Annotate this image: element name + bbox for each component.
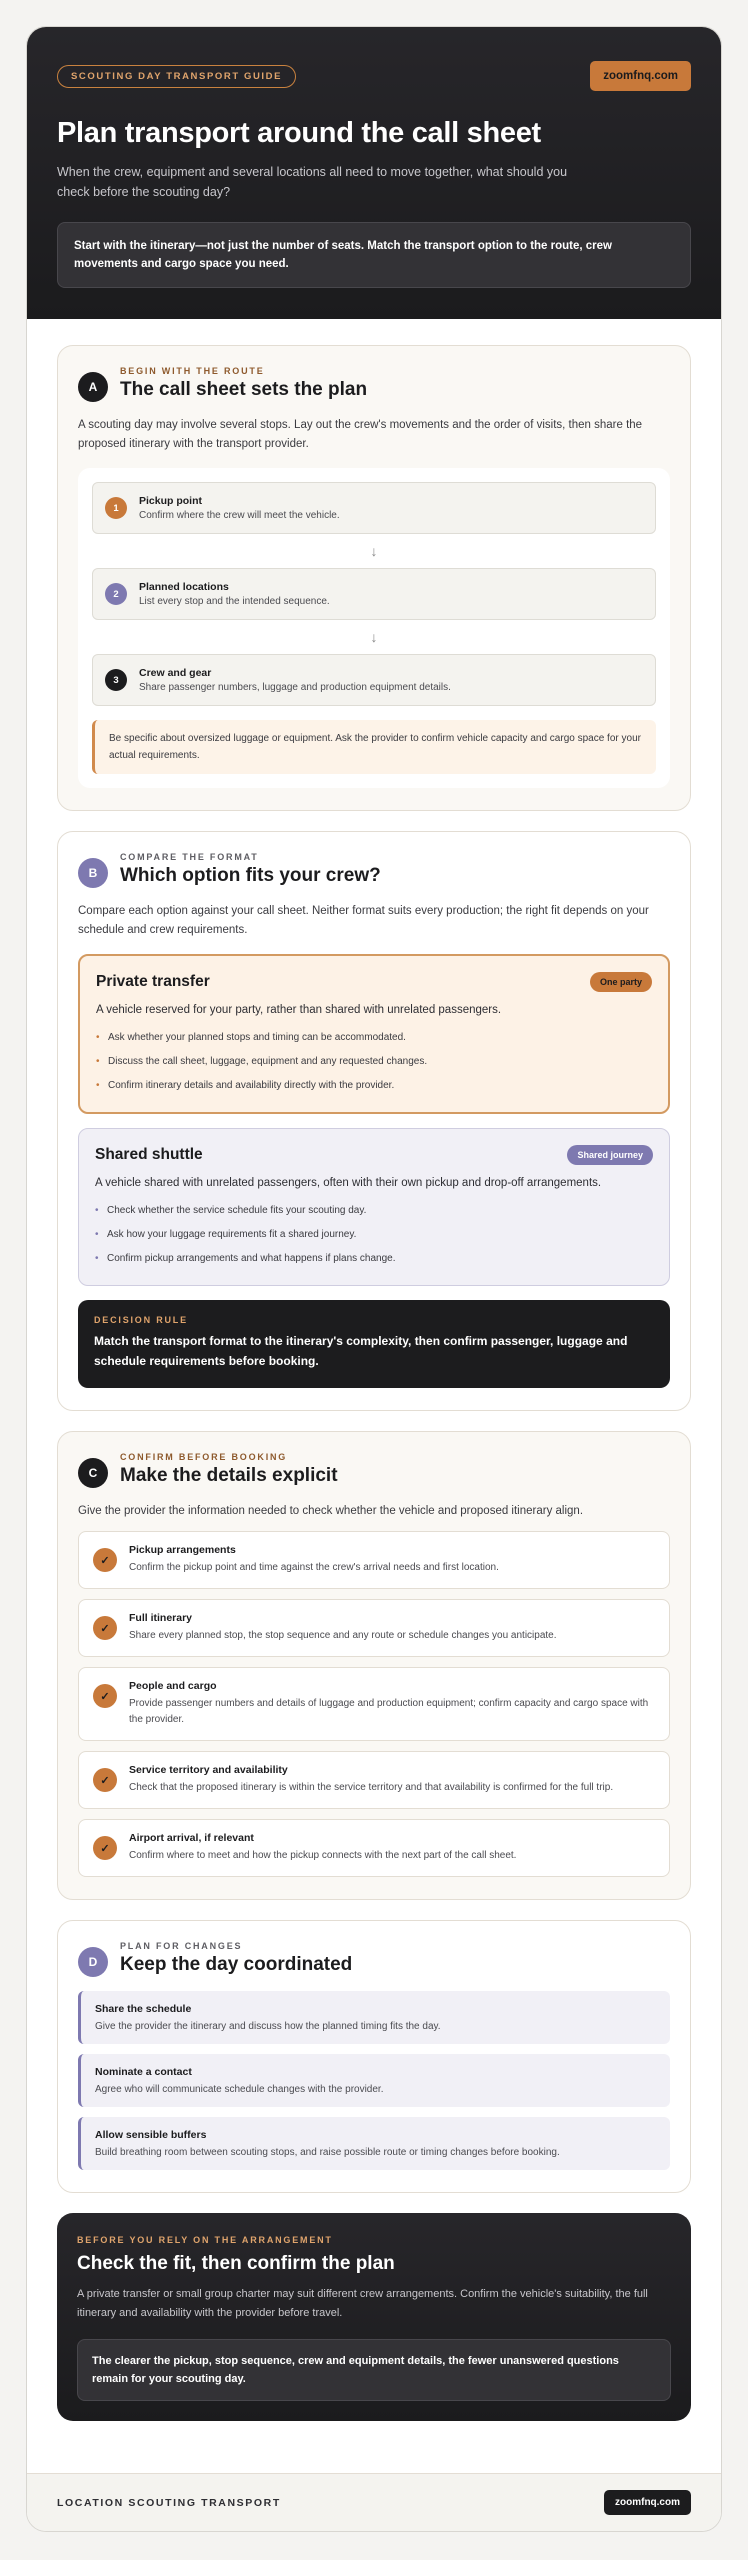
final-title: Check the fit, then confirm the plan: [77, 2253, 395, 2274]
option-card-private-transfer: [78, 954, 670, 1114]
main-content: [27, 319, 721, 2473]
hero-lede: When the crew, equipment and several locations all need to move together, what should you check before the scouting day?: [57, 165, 568, 199]
page-title: Plan transport around the call sheet: [57, 117, 541, 149]
checklist-description: Share every planned stop, the stop sequence and any route or schedule changes you anticipate.: [129, 1630, 557, 1641]
coordination-item-schedule: [78, 1991, 670, 2044]
section-coordinate: [57, 1920, 691, 2193]
section-eyebrow: COMPARE THE FORMAT: [120, 852, 259, 862]
route-step-locations: [92, 568, 656, 620]
page: [26, 26, 722, 2532]
checklist-description: Confirm the pickup point and time against the crew's arrival needs and first location.: [129, 1562, 499, 1573]
step-number: 2: [105, 583, 127, 605]
list-item: • Confirm pickup arrangements and what happens if plans change.: [95, 1247, 653, 1271]
down-arrow-icon: ↓: [370, 543, 378, 559]
list-item: • Discuss the call sheet, luggage, equipment and any requested changes.: [96, 1050, 652, 1074]
section-title: The call sheet sets the plan: [120, 379, 368, 400]
checkmark-icon: ✓: [93, 1836, 117, 1860]
section-badge: A: [78, 372, 108, 402]
option-title: Shared shuttle: [95, 1146, 203, 1163]
checkmark-icon: ✓: [93, 1684, 117, 1708]
coordination-title: Share the schedule: [95, 2003, 192, 2015]
section-badge: B: [78, 858, 108, 888]
final-eyebrow: BEFORE YOU RELY ON THE ARRANGEMENT: [77, 2235, 333, 2245]
section-eyebrow: BEGIN WITH THE ROUTE: [120, 366, 265, 376]
option-description: A vehicle shared with unrelated passengers, often with their own pickup and drop-off arrangements.: [95, 1177, 602, 1189]
section-lede: Give the provider the information needed to check whether the vehicle and proposed itinerary align.: [78, 1505, 584, 1517]
section-header: [78, 1452, 670, 1488]
section-badge: C: [78, 1458, 108, 1488]
checklist-title: People and cargo: [129, 1680, 217, 1692]
coordination-item-buffers: [78, 2117, 670, 2170]
coordination-title: Allow sensible buffers: [95, 2129, 207, 2141]
checklist-item-itinerary: [78, 1599, 670, 1657]
checkmark-icon: ✓: [93, 1768, 117, 1792]
option-checklist: [95, 1199, 653, 1271]
coordination-description: Agree who will communicate schedule changes with the provider.: [95, 2084, 384, 2095]
checklist-item-airport: [78, 1819, 670, 1877]
hero-callout: Start with the itinerary—not just the number of seats. Match the transport option to the route, crew movements and cargo space you need.: [57, 222, 691, 288]
coordination-description: Give the provider the itinerary and discuss how the planned timing fits the day.: [95, 2021, 441, 2032]
decision-rule-text: Match the transport format to the itinerary's complexity, then confirm passenger, luggage and schedule requirements before booking.: [94, 1334, 628, 1368]
hero: [27, 27, 721, 319]
step-title: Planned locations: [139, 581, 229, 593]
checklist-item-territory: [78, 1751, 670, 1809]
section-header: [78, 852, 670, 888]
section-eyebrow: CONFIRM BEFORE BOOKING: [120, 1452, 288, 1462]
down-arrow-icon: ↓: [370, 629, 378, 645]
step-description: Confirm where the crew will meet the vehicle.: [139, 510, 340, 521]
option-card-shared-shuttle: [78, 1128, 670, 1286]
checklist-description: Provide passenger numbers and details of luggage and production equipment; confirm capacity and cargo space with the provider.: [129, 1698, 649, 1725]
section-title: Which option fits your crew?: [120, 865, 381, 886]
option-badge: Shared journey: [567, 1145, 653, 1165]
checklist-title: Pickup arrangements: [129, 1544, 236, 1556]
section-badge: D: [78, 1947, 108, 1977]
section-lede: Compare each option against your call sheet. Neither format suits every production; the right fit depends on your schedule and crew requirements.: [78, 905, 649, 936]
option-badge: One party: [590, 972, 652, 992]
decision-rule-eyebrow: DECISION RULE: [94, 1315, 188, 1325]
checklist-title: Full itinerary: [129, 1612, 193, 1624]
step-number: 3: [105, 669, 127, 691]
list-item: • Ask how your luggage requirements fit a shared journey.: [95, 1223, 653, 1247]
footer-brand-link[interactable]: zoomfnq.com: [604, 2490, 691, 2515]
step-number: 1: [105, 497, 127, 519]
checklist-item-pickup: [78, 1531, 670, 1589]
list-item: • Check whether the service schedule fits your scouting day.: [95, 1199, 653, 1223]
checklist-title: Service territory and availability: [129, 1764, 288, 1776]
decision-rule: [78, 1300, 670, 1388]
coordination-description: Build breathing room between scouting stops, and raise possible route or timing changes before booking.: [95, 2147, 560, 2158]
section-route: [57, 345, 691, 811]
section-header: [78, 366, 670, 402]
coordination-title: Nominate a contact: [95, 2066, 192, 2078]
step-title: Crew and gear: [139, 667, 212, 679]
step-title: Pickup point: [139, 495, 202, 507]
step-description: Share passenger numbers, luggage and production equipment details.: [139, 682, 451, 693]
list-item: • Confirm itinerary details and availability directly with the provider.: [96, 1074, 652, 1098]
checklist-title: Airport arrival, if relevant: [129, 1832, 254, 1844]
checklist-description: Check that the proposed itinerary is within the service territory and that availability is confirmed for the full trip.: [129, 1782, 614, 1793]
section-compare: [57, 831, 691, 1411]
route-step-crew: [92, 654, 656, 706]
section-lede: A scouting day may involve several stops. Lay out the crew's movements and the order of visits, then share the proposed itinerary with the transport provider.: [78, 419, 643, 450]
step-description: List every stop and the intended sequence.: [139, 596, 330, 607]
option-title: Private transfer: [96, 973, 210, 990]
checkmark-icon: ✓: [93, 1616, 117, 1640]
footer-label: LOCATION SCOUTING TRANSPORT: [57, 2496, 281, 2509]
section-header: [78, 1941, 670, 1977]
equipment-note: Be specific about oversized luggage or equipment. Ask the provider to confirm vehicle capacity and cargo space for your actual requirements.: [92, 720, 656, 774]
final-callout: The clearer the pickup, stop sequence, crew and equipment details, the fewer unanswered questions remain for your scouting day.: [77, 2339, 671, 2401]
checkmark-icon: ✓: [93, 1548, 117, 1572]
option-checklist: [96, 1026, 652, 1098]
section-title: Keep the day coordinated: [120, 1954, 353, 1975]
route-step-pickup: [92, 482, 656, 534]
section-eyebrow: PLAN FOR CHANGES: [120, 1941, 243, 1951]
list-item: • Ask whether your planned stops and timing can be accommodated.: [96, 1026, 652, 1050]
checklist-item-people-cargo: [78, 1667, 670, 1741]
checklist-description: Confirm where to meet and how the pickup connects with the next part of the call sheet.: [129, 1850, 517, 1861]
footer: [27, 2473, 721, 2531]
coordination-item-contact: [78, 2054, 670, 2107]
guide-eyebrow-pill: SCOUTING DAY TRANSPORT GUIDE: [57, 65, 296, 88]
section-confirm: [57, 1431, 691, 1900]
brand-link-button[interactable]: zoomfnq.com: [590, 61, 691, 91]
route-flow: [78, 468, 670, 788]
final-summary: [57, 2213, 691, 2421]
section-title: Make the details explicit: [120, 1465, 338, 1486]
final-lede: A private transfer or small group charter may suit different crew arrangements. Confirm the vehicle's suitability, the full itinerary and availability with the provider before travel.: [77, 2288, 648, 2319]
hero-top-bar: [57, 61, 691, 91]
option-description: A vehicle reserved for your party, rather than shared with unrelated passengers.: [96, 1004, 502, 1016]
